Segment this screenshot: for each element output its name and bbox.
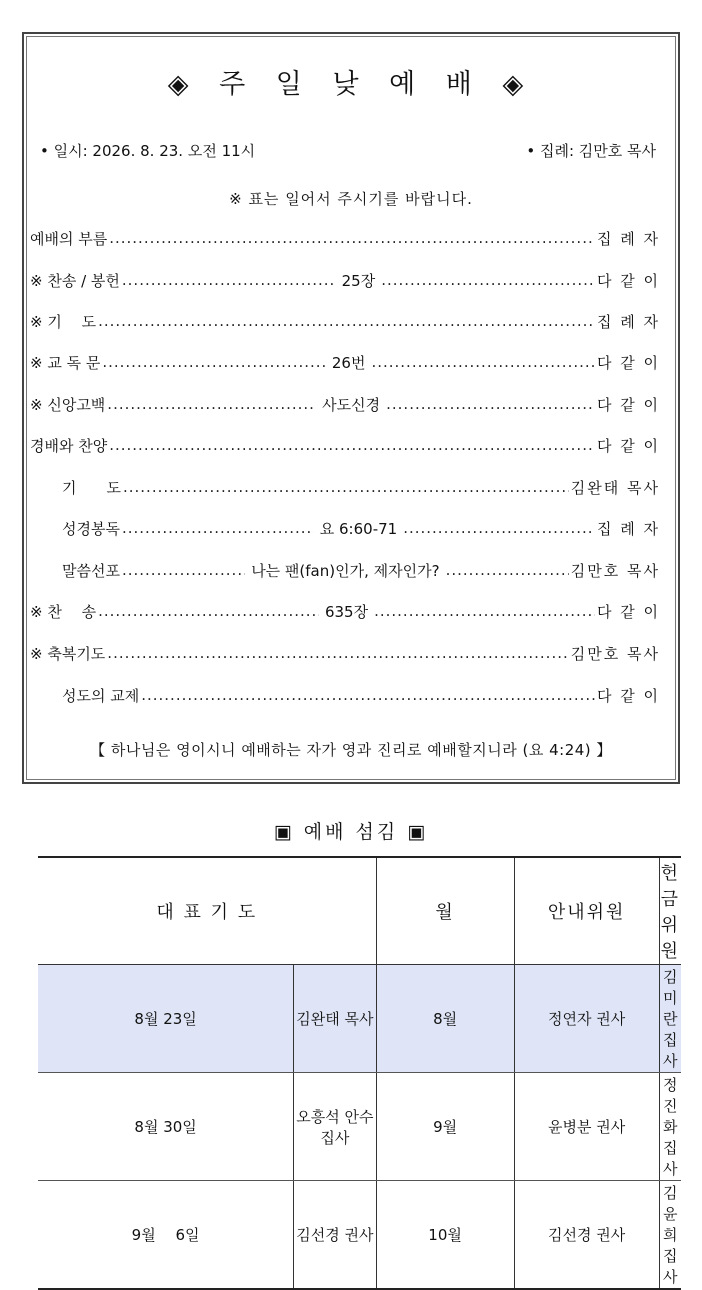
cell-usher: 김선경 권사	[514, 1181, 659, 1290]
order-item	[30, 351, 660, 373]
cell-offering: 김미란 집사	[659, 965, 681, 1073]
cell-date: 9월 6일	[38, 1181, 294, 1290]
order-item-person: 김만호 목사	[570, 644, 660, 663]
dot-leader	[122, 561, 245, 579]
dot-leader	[107, 395, 316, 413]
order-item	[30, 642, 660, 664]
order-item-person: 집 례 자	[596, 229, 660, 248]
service-leader: • 집례: 김만호 목사	[526, 142, 656, 160]
dot-leader	[403, 519, 595, 537]
dot-leader	[122, 271, 336, 289]
cell-prayer-leader: 김완태 목사	[294, 965, 376, 1073]
order-item-label: ※ 찬 송	[30, 602, 97, 621]
cell-date: 8월 30일	[38, 1073, 294, 1181]
service-date: • 일시: 2026. 8. 23. 오전 11시	[40, 142, 256, 160]
table-row	[38, 1073, 681, 1181]
order-item-person: 다 같 이	[596, 686, 660, 705]
scripture-verse: 【 하나님은 영이시니 예배하는 자가 영과 진리로 예배할지니라 (요 4:24) 】	[90, 741, 612, 759]
order-item-detail: 635장	[324, 602, 369, 621]
header-prayer: 대 표 기 도	[38, 857, 376, 965]
order-item-label: ※ 기 도	[30, 312, 97, 331]
dot-leader	[98, 312, 595, 330]
duty-table	[38, 856, 681, 1290]
order-item-label: 예배의 부름	[30, 229, 108, 248]
header-month: 월	[376, 857, 514, 965]
order-item-label: 성도의 교제	[62, 686, 140, 705]
table-row	[38, 1181, 681, 1290]
order-item-detail: 요 6:60-71	[319, 519, 398, 538]
order-item-person: 집 례 자	[596, 519, 660, 538]
dot-leader	[109, 229, 595, 247]
order-item-person: 김완태 목사	[570, 478, 660, 497]
order-item-detail: 25장	[341, 271, 376, 290]
order-item-detail: 26번	[331, 353, 366, 372]
cell-usher: 윤병분 권사	[514, 1073, 659, 1181]
order-item	[62, 684, 660, 706]
cell-prayer-leader: 김선경 권사	[294, 1181, 376, 1290]
cell-month: 9월	[376, 1073, 514, 1181]
order-item-person: 김만호 목사	[570, 561, 660, 580]
worship-title: ◈ 주 일 낮 예 배 ◈	[167, 69, 535, 100]
order-item-label: 말씀선포	[62, 561, 120, 580]
header-usher: 안내위원	[514, 857, 659, 965]
cell-offering: 김윤희 집사	[659, 1181, 681, 1290]
order-item-label: ※ 교 독 문	[30, 353, 101, 372]
order-item-label: 경배와 찬양	[30, 436, 108, 455]
dot-leader	[374, 602, 595, 620]
duty-table-header	[38, 857, 681, 965]
order-item-label: ※ 찬송 / 봉헌	[30, 271, 120, 290]
order-item-person: 다 같 이	[596, 353, 660, 372]
order-item-label: ※ 신앙고백	[30, 395, 106, 414]
dot-leader	[102, 353, 326, 371]
dot-leader	[98, 602, 319, 620]
cell-month: 8월	[376, 965, 514, 1073]
order-item	[62, 517, 660, 539]
order-item	[62, 476, 660, 498]
order-item-person: 다 같 이	[596, 602, 660, 621]
cell-usher: 정연자 권사	[514, 965, 659, 1073]
order-item	[30, 269, 660, 291]
table-row	[38, 965, 681, 1073]
order-item-label: 성경봉독	[62, 519, 120, 538]
header-offering: 헌금위원	[659, 857, 681, 965]
order-item-label: ※ 축복기도	[30, 644, 106, 663]
order-item-person: 집 례 자	[596, 312, 660, 331]
order-item	[30, 227, 660, 249]
order-item-person: 다 같 이	[596, 395, 660, 414]
dot-leader	[107, 644, 568, 662]
dot-leader	[446, 561, 569, 579]
dot-leader	[109, 436, 595, 454]
cell-month: 10월	[376, 1181, 514, 1290]
standing-notice: ※ 표는 일어서 주시기를 바랍니다.	[229, 190, 473, 208]
dot-leader	[381, 271, 595, 289]
order-item-person: 다 같 이	[596, 271, 660, 290]
dot-leader	[371, 353, 595, 371]
order-item	[30, 310, 660, 332]
order-item	[30, 600, 660, 622]
order-item-person: 다 같 이	[596, 436, 660, 455]
order-item-label: 기 도	[62, 478, 121, 497]
order-item	[30, 393, 660, 415]
cell-prayer-leader: 오흥석 안수집사	[294, 1073, 376, 1181]
order-item-detail: 나는 팬(fan)인가, 제자인가?	[251, 561, 440, 580]
order-item	[30, 434, 660, 456]
order-item	[62, 559, 660, 581]
order-item-detail: 사도신경	[322, 395, 381, 414]
dot-leader	[141, 686, 595, 704]
cell-offering: 정진화 집사	[659, 1073, 681, 1181]
dot-leader	[122, 519, 314, 537]
dot-leader	[123, 478, 569, 496]
dot-leader	[386, 395, 595, 413]
cell-date: 8월 23일	[38, 965, 294, 1073]
duty-table-title: ▣ 예배 섬김 ▣	[273, 821, 429, 843]
